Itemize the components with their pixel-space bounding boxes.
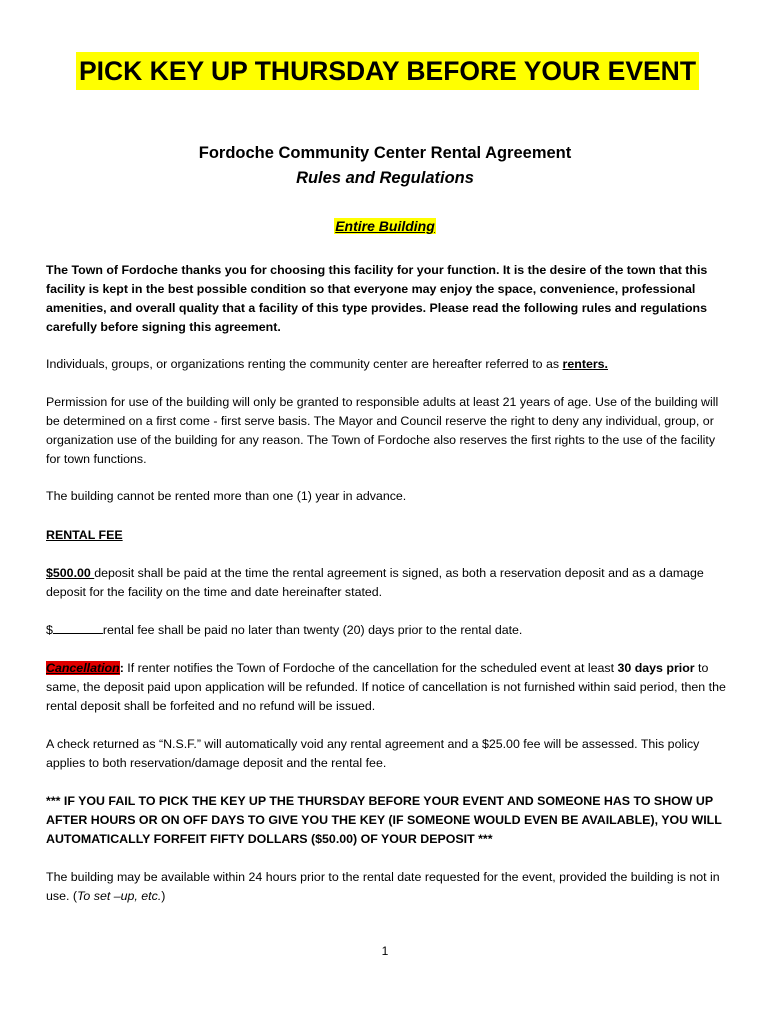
nsf-paragraph: A check returned as “N.S.F.” will automatically void any rental agreement and a $25.00 fee will be assessed. This policy applies to both reservation/damage deposit and the rental fee. [46, 737, 700, 770]
renters-paragraph [46, 355, 726, 374]
key-warning-paragraph: *** IF YOU FAIL TO PICK THE KEY UP THE THURSDAY BEFORE YOUR EVENT AND SOMEONE HAS TO SHOW UP AFTER HOURS OR ON OFF DAYS TO GIVE YOU THE KEY (IF SOMEONE WOULD EVEN BE AVAILABLE), YOU WILL AUTOMATICALLY FORFEIT FIFTY DOLLARS ($50.00) OF YOUR DEPOSIT *** [46, 794, 722, 846]
availability-italic: To set –up, etc. [77, 889, 162, 903]
renters-term: renters. [562, 357, 609, 371]
rental-fee-heading: RENTAL FEE [46, 528, 123, 542]
availability-paragraph [46, 868, 726, 906]
document-title: Fordoche Community Center Rental Agreement [198, 144, 572, 162]
cancellation-days: 30 days prior [617, 661, 695, 675]
key-pickup-banner: PICK KEY UP THURSDAY BEFORE YOUR EVENT [76, 52, 699, 90]
document-subtitle: Rules and Regulations [296, 169, 474, 187]
deposit-amount: $500.00 [46, 566, 95, 580]
availability-text: The building may be available within 24 hours prior to the rental date requested for the event, provided the building is not in use. ( [46, 870, 720, 903]
cancellation-colon: : [119, 661, 124, 675]
intro-paragraph: The Town of Fordoche thanks you for choosing this facility for your function. It is the desire of the town that this facility is kept in the best possible condition so that everyone may enjoy the space, convenience, professional amenities, and overall quality that a facility of this type provides. Please read the following rules and regulations carefully before signing this agreement. [46, 263, 708, 334]
deposit-paragraph [46, 564, 726, 602]
cancellation-text-2: to same, the deposit paid upon application will be refunded. If notice of cancellation is not furnished within said period, then the rental deposit shall be forfeited and no refund will be issued. [46, 661, 726, 713]
cancellation-paragraph [46, 659, 726, 716]
cancellation-label: Cancellation [46, 661, 120, 675]
section-label [0, 215, 770, 238]
deposit-text: deposit shall be paid at the time the rental agreement is signed, as both a reservation deposit and as a damage deposit for the facility on the time and date hereinafter stated. [46, 566, 704, 599]
rental-fee-text: rental fee shall be paid no later than twenty (20) days prior to the rental date. [102, 623, 523, 637]
permission-paragraph: Permission for use of the building will only be granted to responsible adults at least 21 years of age. Use of the building will be determined on a first come - first serve basis. The Mayor and Council reserve the right to deny any individual, group, or organization use of the building for any reason. The Town of Fordoche also reserves the first rights to the use of the facility for town functions. [46, 395, 719, 466]
availability-close: ) [161, 889, 166, 903]
section-label-text: Entire Building [335, 218, 435, 234]
cancellation-text-1: If renter notifies the Town of Fordoche of the cancellation for the scheduled event at least [123, 661, 618, 675]
rental-fee-paragraph [46, 621, 726, 640]
page-number: 1 [381, 944, 389, 958]
renters-text: Individuals, groups, or organizations renting the community center are hereafter referred to as [46, 357, 563, 371]
rental-fee-symbol: $ [46, 623, 53, 637]
advance-paragraph: The building cannot be rented more than one (1) year in advance. [46, 489, 407, 503]
rental-fee-blank-line [53, 621, 103, 634]
